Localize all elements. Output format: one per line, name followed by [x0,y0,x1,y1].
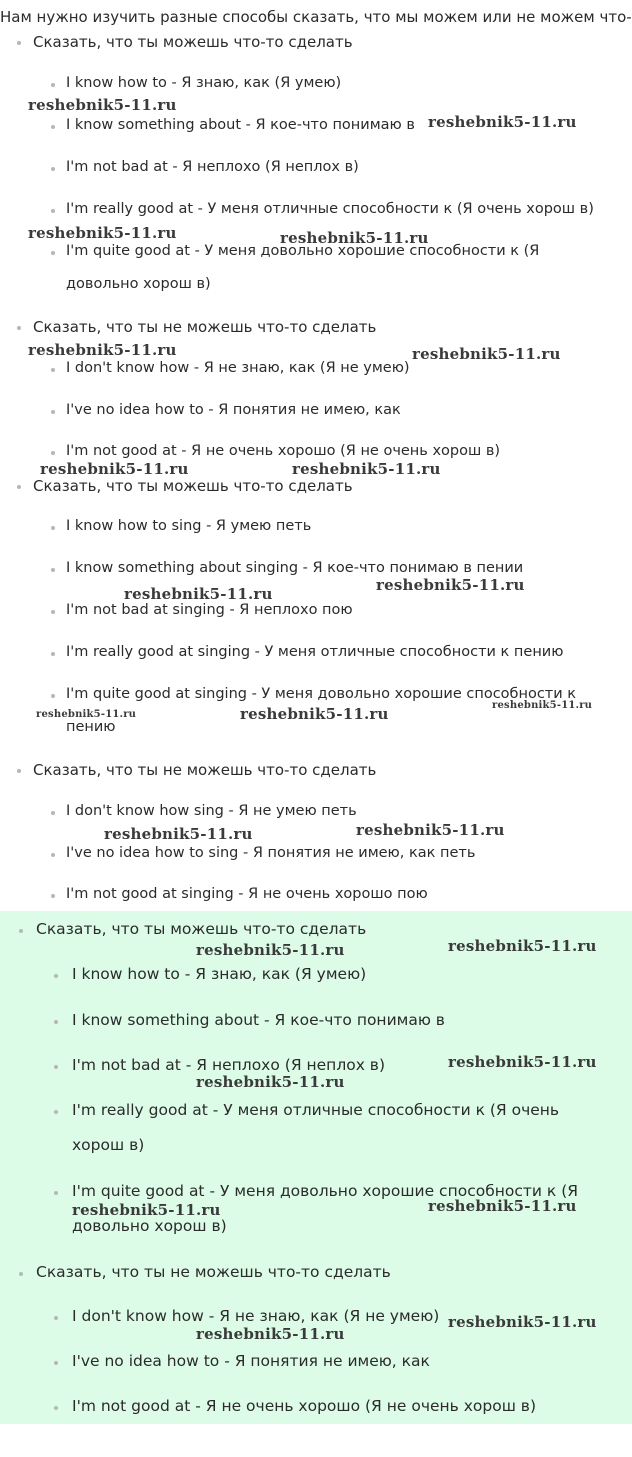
list-item: I know something about singing - Я кое-что понимаю в пении [66,560,524,576]
section1-cannot-title: Сказать, что ты не можешь что-то сделать [33,318,377,336]
list-item-continuation: довольно хорош в) [66,276,211,292]
list-item: I know how to - Я знаю, как (Я умею) [72,965,367,983]
section3-can-title: Сказать, что ты можешь что-то сделать [36,920,367,938]
list-item: I'm not good at - Я не очень хорошо (Я не очень хорош в) [66,443,501,459]
watermark: reshebnik5-11.ru [292,460,441,478]
watermark: reshebnik5-11.ru [72,1201,221,1219]
watermark: reshebnik5-11.ru [240,705,389,723]
list-item: I don't know how sing - Я не умею петь [66,803,357,819]
list-item: I've no idea how to - Я понятия не имею, как [72,1352,430,1370]
list-item-continuation: хорош в) [72,1136,145,1154]
list-item: I'm not bad at - Я неплохо (Я неплох в) [66,159,359,175]
watermark: reshebnik5-11.ru [124,585,273,603]
list-item: I'm not bad at singing - Я неплохо пою [66,602,353,618]
watermark: reshebnik5-11.ru [36,709,137,720]
watermark: reshebnik5-11.ru [428,1197,577,1215]
watermark: reshebnik5-11.ru [104,825,253,843]
list-item: I don't know how - Я не знаю, как (Я не умею) [72,1307,440,1325]
list-item-continuation: довольно хорош в) [72,1217,227,1235]
section3-cannot-title: Сказать, что ты не можешь что-то сделать [36,1263,391,1281]
watermark: reshebnik5-11.ru [412,345,561,363]
watermark: reshebnik5-11.ru [448,1053,597,1071]
highlighted-section [0,911,632,1424]
list-item: I don't know how - Я не знаю, как (Я не умею) [66,360,410,376]
list-item: I'm not bad at - Я неплохо (Я неплох в) [72,1056,385,1074]
list-item: I'm quite good at - У меня довольно хорошие способности к (Я [72,1182,579,1200]
list-item: I know how to sing - Я умею петь [66,518,312,534]
list-item: I'm really good at - У меня отличные способности к (Я очень хорош в) [66,201,594,217]
watermark: reshebnik5-11.ru [28,341,177,359]
watermark: reshebnik5-11.ru [196,1325,345,1343]
watermark: reshebnik5-11.ru [376,576,525,594]
watermark: reshebnik5-11.ru [492,700,593,711]
list-item-continuation: пению [66,719,116,735]
watermark: reshebnik5-11.ru [356,821,505,839]
watermark: reshebnik5-11.ru [280,229,429,247]
list-item: I've no idea how to sing - Я понятия не имею, как петь [66,845,476,861]
section2-can-title: Сказать, что ты можешь что-то сделать [33,477,353,495]
list-item: I know something about - Я кое-что понимаю в [66,117,415,133]
watermark: reshebnik5-11.ru [28,224,177,242]
intro-text: Нам нужно изучить разные способы сказать, что мы можем или не можем что- [0,8,632,26]
list-item: I'm not good at singing - Я не очень хорошо пою [66,886,428,902]
watermark: reshebnik5-11.ru [448,1313,597,1331]
list-item: I know something about - Я кое-что понимаю в [72,1011,445,1029]
section1-can-title: Сказать, что ты можешь что-то сделать [33,33,353,51]
watermark: reshebnik5-11.ru [428,113,577,131]
list-item: I know how to - Я знаю, как (Я умею) [66,75,342,91]
list-item: I've no idea how to - Я понятия не имею, как [66,402,401,418]
watermark: reshebnik5-11.ru [448,937,597,955]
watermark: reshebnik5-11.ru [28,96,177,114]
list-item: I'm quite good at singing - У меня довольно хорошие способности к [66,686,577,702]
list-item: I'm really good at - У меня отличные способности к (Я очень [72,1101,560,1119]
watermark: reshebnik5-11.ru [196,941,345,959]
list-item: I'm quite good at - У меня довольно хорошие способности к (Я [66,243,540,259]
section2-cannot-title: Сказать, что ты не можешь что-то сделать [33,761,377,779]
list-item: I'm really good at singing - У меня отличные способности к пению [66,644,564,660]
watermark: reshebnik5-11.ru [196,1073,345,1091]
watermark: reshebnik5-11.ru [40,460,189,478]
list-item: I'm not good at - Я не очень хорошо (Я не очень хорош в) [72,1397,536,1415]
